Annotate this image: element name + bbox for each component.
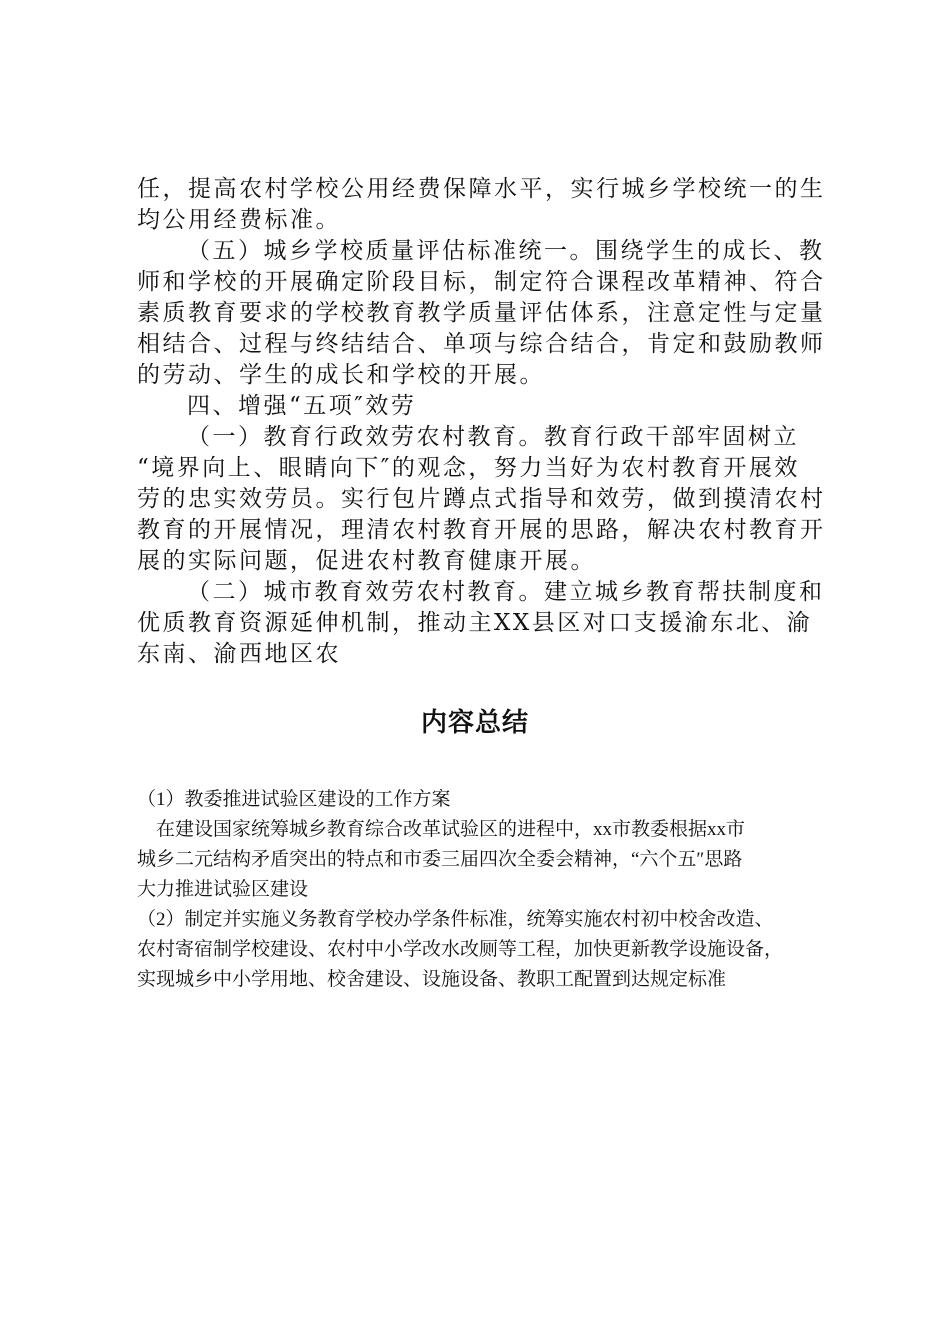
body-line: 教育的开展情况，理清农村教育开展的思路，解决农村教育开 bbox=[137, 517, 826, 543]
summary-line: 大力推进试验区建设 bbox=[137, 879, 309, 900]
body-line: 素质教育要求的学校教育教学质量评估体系，注意定性与定量 bbox=[137, 300, 826, 326]
summary-line: （2）制定并实施义务教育学校办学条件标准，统筹实施农村初中校舍改造、 bbox=[137, 909, 774, 930]
body-line: 优质教育资源延伸机制，推动主XX县区对口支援渝东北、渝 bbox=[137, 610, 813, 636]
body-text bbox=[137, 174, 837, 670]
body-line: （五）城乡学校质量评估标准统一。围绕学生的成长、教 bbox=[187, 238, 825, 264]
summary-line: 城乡二元结构矛盾突出的特点和市委三届四次全委会精神，“六个五″思路 bbox=[137, 849, 743, 870]
body-line: 任，提高农村学校公用经费保障水平，实行城乡学校统一的生 bbox=[137, 176, 826, 202]
body-line: （一）教育行政效劳农村教育。教育行政干部牢固树立 bbox=[187, 424, 799, 450]
summary-text bbox=[137, 785, 857, 995]
summary-title: 内容总结 bbox=[420, 708, 529, 738]
body-line: 东南、渝西地区农 bbox=[137, 641, 341, 667]
summary-line: 实现城乡中小学用地、校舍建设、设施设备、教职工配置到达规定标准 bbox=[137, 969, 727, 990]
section-heading: 四、增强“五项″效劳 bbox=[187, 393, 417, 419]
body-line: 展的实际问题，促进农村教育健康开展。 bbox=[137, 548, 596, 574]
body-line: （二）城市教育效劳农村教育。建立城乡教育帮扶制度和 bbox=[187, 579, 825, 605]
summary-line: 农村寄宿制学校建设、农村中小学改水改厕等工程，加快更新教学设施设备， bbox=[137, 939, 784, 960]
body-line: 相结合、过程与终结结合、单项与综合结合，肯定和鼓励教师 bbox=[137, 331, 826, 357]
body-line: 的劳动、学生的成长和学校的开展。 bbox=[137, 362, 545, 388]
body-line: 劳的忠实效劳员。实行包片蹲点式指导和效劳，做到摸清农村 bbox=[137, 486, 826, 512]
body-line: 均公用经费标准。 bbox=[137, 207, 341, 233]
summary-line: 在建设国家统筹城乡教育综合改革试验区的进程中，xx市教委根据xx市 bbox=[156, 819, 746, 840]
body-line: “境界向上、眼睛向下″的观念，努力当好为农村教育开展效 bbox=[137, 455, 800, 481]
body-line: 师和学校的开展确定阶段目标，制定符合课程改革精神、符合 bbox=[137, 269, 826, 295]
summary-line: （1）教委推进试验区建设的工作方案 bbox=[137, 789, 451, 810]
